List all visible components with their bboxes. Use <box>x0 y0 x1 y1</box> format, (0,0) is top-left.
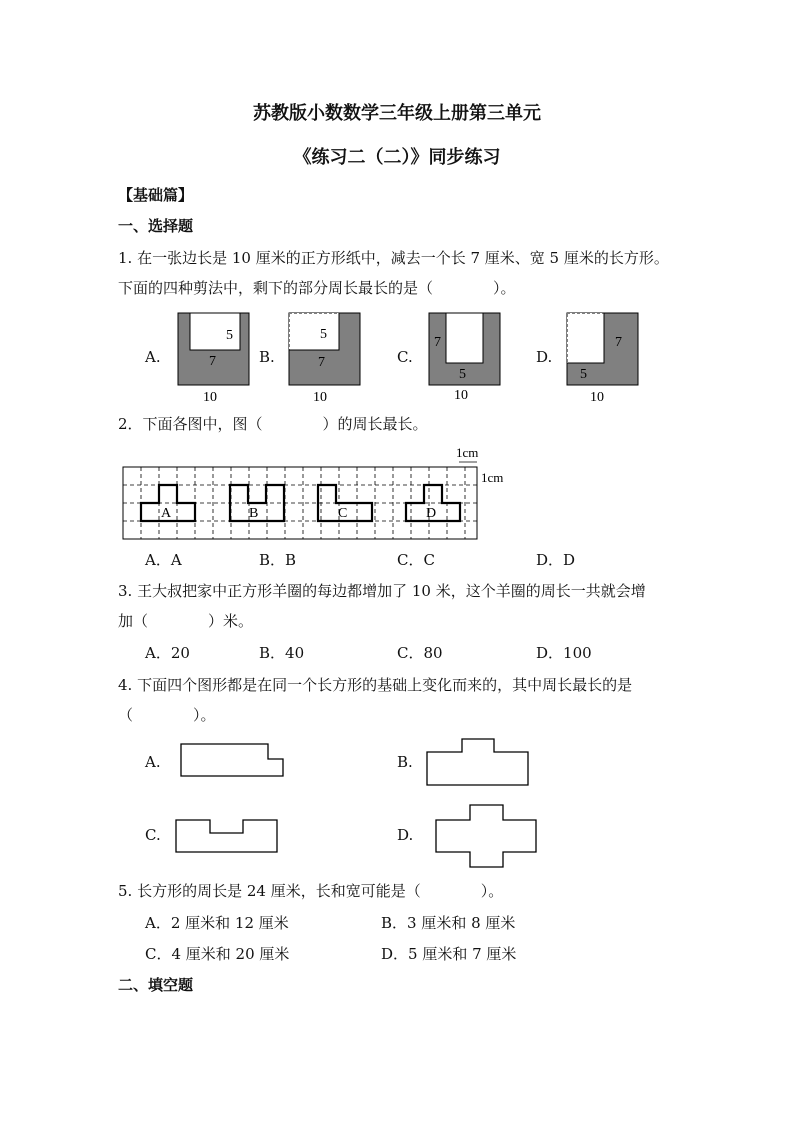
q5-text: 5. 长方形的周长是 24 厘米，长和宽可能是（ ）。 <box>118 882 504 900</box>
q3-option-d[interactable]: D．100 <box>536 644 592 662</box>
q1-a-label-7: 7 <box>209 354 216 369</box>
q4-option-a[interactable]: A. <box>145 753 161 771</box>
q2-option-d[interactable]: D．D <box>536 551 576 569</box>
q1-figure-a <box>178 313 249 405</box>
q4-figure-c <box>176 820 277 852</box>
q1-text-line2: 下面的四种剪法中，剩下的部分周长最长的是（ ）。 <box>118 279 516 297</box>
q1-c-label-10: 10 <box>454 388 468 403</box>
section-choice-heading: 一、选择题 <box>118 217 194 235</box>
q2-shape-d-label: D <box>426 506 437 521</box>
q4-figure-b <box>427 739 528 785</box>
q4-option-c[interactable]: C. <box>145 826 161 844</box>
q1-b-label-5: 5 <box>320 327 327 342</box>
q2-shape-c-label: C <box>338 506 348 521</box>
q1-option-b[interactable]: B. <box>259 348 275 366</box>
q3-option-b[interactable]: B．40 <box>259 644 305 662</box>
q2-option-c[interactable]: C．C <box>397 551 435 569</box>
q4-option-b[interactable]: B. <box>397 753 413 771</box>
q2-shape-b-label: B <box>249 506 259 521</box>
q4-text-line1: 4. 下面四个图形都是在同一个长方形的基础上变化而来的，其中周长最长的是 <box>118 676 633 694</box>
q5-option-a[interactable]: A．2 厘米和 12 厘米 <box>145 914 289 932</box>
q4-figure-a <box>181 744 283 776</box>
q3-option-a[interactable]: A．20 <box>145 644 190 662</box>
q1-b-label-7: 7 <box>318 355 325 370</box>
q1-b-label-10: 10 <box>313 390 327 405</box>
q1-a-label-5: 5 <box>226 328 233 343</box>
section-basic: 【基础篇】 <box>118 186 194 204</box>
q1-c-label-5: 5 <box>459 367 466 382</box>
q5-option-c[interactable]: C．4 厘米和 20 厘米 <box>145 945 290 963</box>
q1-figure-b <box>289 313 360 405</box>
unit-label-v: 1cm <box>481 470 504 485</box>
q1-c-label-7: 7 <box>434 335 441 350</box>
q5-option-d[interactable]: D．5 厘米和 7 厘米 <box>381 945 517 963</box>
q1-d-label-5: 5 <box>580 367 587 382</box>
q3-text-line2: 加（ ）米。 <box>118 612 254 630</box>
q2-text: 2．下面各图中，图（ ）的周长最长。 <box>118 415 428 433</box>
q1-figure-d <box>567 313 638 405</box>
q1-d-label-10: 10 <box>590 390 604 405</box>
q1-d-label-7: 7 <box>615 335 622 350</box>
q1-text-line1: 1. 在一张边长是 10 厘米的正方形纸中，减去一个长 7 厘米、宽 5 厘米的长方形。 <box>118 249 669 267</box>
q2-grid <box>123 445 503 539</box>
q4-option-d[interactable]: D. <box>397 826 414 844</box>
q1-option-a[interactable]: A. <box>145 348 161 366</box>
q3-text-line1: 3. 王大叔把家中正方形羊圈的每边都增加了 10 米，这个羊圈的周长一共就会增 <box>118 582 646 600</box>
q4-figure-d <box>436 805 536 867</box>
page-title: 苏教版小数数学三年级上册第三单元 <box>253 103 541 124</box>
section-fill-heading: 二、填空题 <box>118 976 194 994</box>
q2-option-a[interactable]: A．A <box>145 551 182 569</box>
q1-figure-c <box>429 313 500 403</box>
q1-a-label-10: 10 <box>203 390 217 405</box>
q4-text-line2: （ ）。 <box>118 706 216 724</box>
unit-label-h: 1cm <box>456 445 479 460</box>
q2-option-b[interactable]: B．B <box>259 551 297 569</box>
q1-option-d[interactable]: D. <box>536 348 553 366</box>
q2-shape-a-label: A <box>161 506 172 521</box>
page-subtitle: 《练习二（二）》同步练习 <box>293 147 501 168</box>
q1-option-c[interactable]: C. <box>397 348 413 366</box>
q3-option-c[interactable]: C．80 <box>397 644 443 662</box>
q5-option-b[interactable]: B．3 厘米和 8 厘米 <box>381 914 516 932</box>
